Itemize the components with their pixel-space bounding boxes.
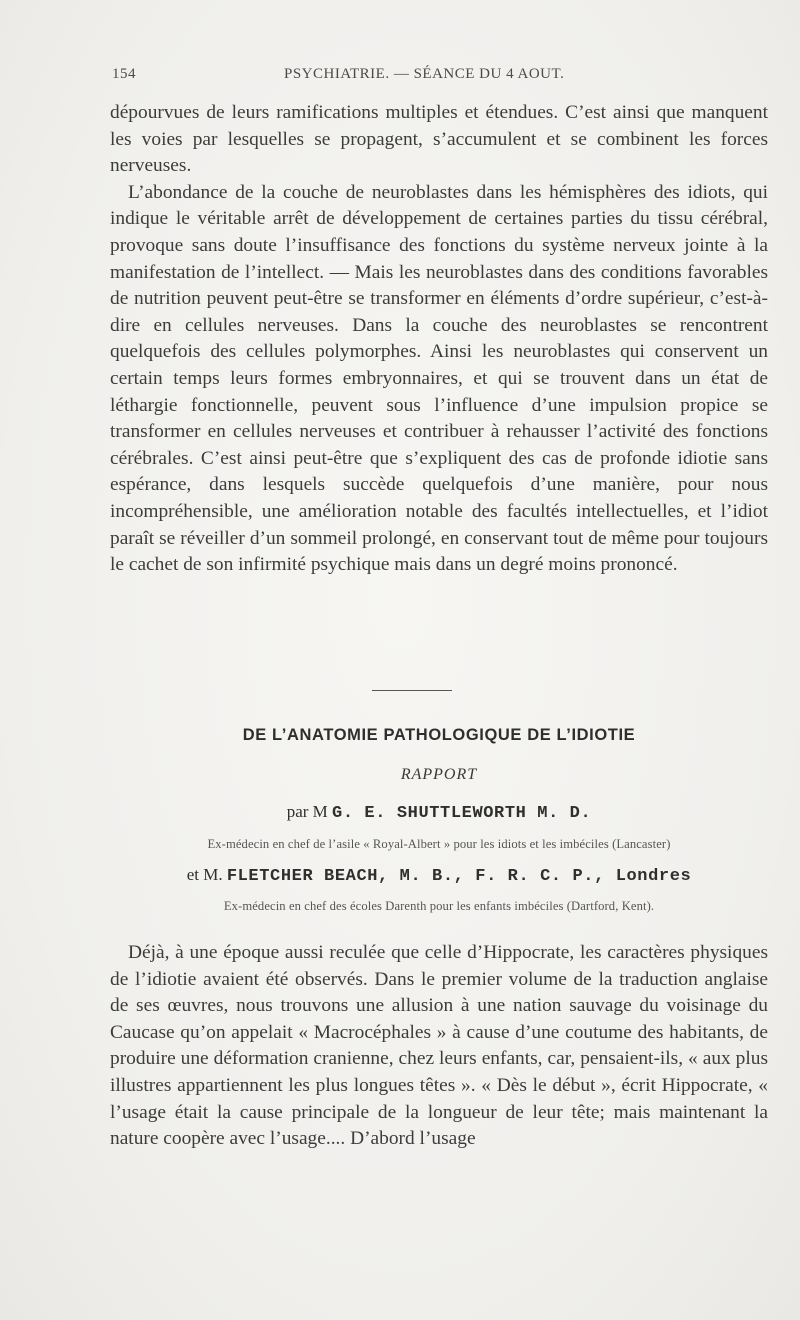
page-number: 154 [112, 66, 136, 82]
text-block-top [110, 100, 768, 579]
author-prefix: et M. [186, 865, 223, 884]
section-title: DE L’ANATOMIE PATHOLOGIQUE DE L’IDIOTIE [242, 726, 636, 744]
running-title: PSYCHIATRIE. — SÉANCE DU 4 AOUT. [284, 66, 565, 82]
report-subtitle: RAPPORT [400, 766, 478, 783]
paragraph: Déjà, à une époque aussi reculée que celle d’Hippocrate, les caractères physiques de l’idiotie avaient été observés. Dans le premier volume de la traduction anglaise de ses œuvres, nous trouvons une allusion à une nation sauvage du voisinage du Caucase qu’on appelait « Macrocéphales » à cause d’une coutume des habitants, de produire une déformation cranienne, chez leurs enfants, car, pensaient-ils, « aux plus illustres appartiennent les plus longues têtes ». « Dès le début », écrit Hippocrate, « l’usage était la cause principale de la longueur de leur tête; mais maintenant la nature coopère avec l’usage.... D’abord l’usage [110, 942, 768, 1150]
author-affiliation-1: Ex-médecin en chef de l’asile « Royal-Albert » pour les idiots et les imbéciles (Lancaster) [207, 837, 671, 851]
author-name: G. E. SHUTTLEWORTH M. D. [332, 804, 592, 823]
author-affiliation-2: Ex-médecin en chef des écoles Darenth pour les enfants imbéciles (Dartford, Kent). [223, 899, 655, 913]
author-line-2 [110, 865, 768, 886]
page-header [112, 66, 768, 86]
paragraph: dépourvues de leurs ramifications multiples et étendues. C’est ainsi que manquent les voies par lesquelles se propagent, s’accumulent et se combinent les forces nerveuses. [110, 102, 768, 177]
text-block-bottom [110, 940, 768, 1153]
paragraph: L’abondance de la couche de neuroblastes dans les hémisphères des idiots, qui indique le véritable arrêt de développement de certaines parties du tissu cérébral, provoque sans doute l’insuffisance des fonctions du système nerveux jointe à la manifestation de l’intellect. — Mais les neuroblastes dans des conditions favorables de nutrition peuvent peut-être se transformer en éléments d’ordre supérieur, c’est-à-dire en cellules nerveuses. Dans la couche des neuroblastes se rencontrent quelquefois des cellules polymorphes. Ainsi les neuroblastes qui conservent un certain temps leurs formes embryonnaires, et qui se trouvent dans un état de léthargie fonctionnelle, peuvent sous l’influence d’une impulsion propice se transformer en cellules nerveuses et contribuer à rehausser l’activité des fonctions cérébrales. C’est ainsi peut-être que s’expliquent des cas de profonde idiotie sans espérance, dans lesquels succède quelquefois d’une manière, pour nous incompréhensible, une amélioration notable des facultés intellectuelles, et l’idiot paraît se réveiller d’un sommeil prolongé, en conservant tout de même pour toujours le cachet de son infirmité psychique mais dans un degré moins prononcé. [110, 181, 768, 576]
section-divider [372, 690, 452, 691]
author-prefix: par M [286, 802, 328, 821]
author-name: FLETCHER BEACH, M. B., F. R. C. P., Londres [226, 867, 692, 886]
author-line-1 [110, 802, 768, 823]
